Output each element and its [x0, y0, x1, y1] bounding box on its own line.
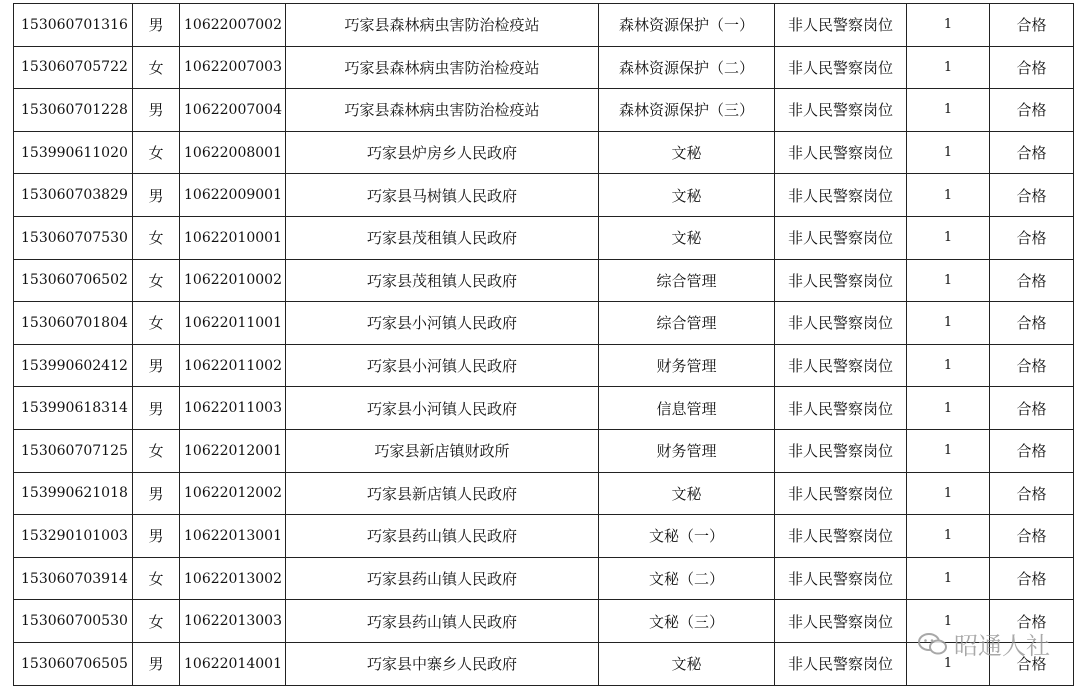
- result-cell: 合格: [990, 89, 1074, 132]
- position-type-cell: 非人民警察岗位: [775, 302, 907, 345]
- exam-id-cell: 153060703914: [14, 557, 133, 600]
- employer-cell: 巧家县药山镇人民政府: [286, 515, 599, 558]
- hire-count-cell: 1: [907, 89, 990, 132]
- table-row: [14, 600, 1074, 643]
- employer-cell: 巧家县药山镇人民政府: [286, 557, 599, 600]
- result-cell: 合格: [990, 174, 1074, 217]
- position-code-cell: 10622009001: [180, 174, 286, 217]
- position-type-cell: 非人民警察岗位: [775, 642, 907, 685]
- hire-count-cell: 1: [907, 4, 990, 47]
- result-cell: 合格: [990, 387, 1074, 430]
- position-type-cell: 非人民警察岗位: [775, 4, 907, 47]
- table-body: [14, 4, 1074, 686]
- position-name-cell: 文秘（三）: [599, 600, 775, 643]
- table-row: [14, 344, 1074, 387]
- result-cell: 合格: [990, 472, 1074, 515]
- hire-count-cell: 1: [907, 600, 990, 643]
- result-cell: 合格: [990, 216, 1074, 259]
- gender-cell: 女: [133, 429, 180, 472]
- position-code-cell: 10622011002: [180, 344, 286, 387]
- position-type-cell: 非人民警察岗位: [775, 174, 907, 217]
- exam-id-cell: 153060707530: [14, 216, 133, 259]
- exam-id-cell: 153060701316: [14, 4, 133, 47]
- employer-cell: 巧家县茂租镇人民政府: [286, 216, 599, 259]
- position-name-cell: 文秘: [599, 642, 775, 685]
- result-cell: 合格: [990, 557, 1074, 600]
- position-type-cell: 非人民警察岗位: [775, 600, 907, 643]
- position-type-cell: 非人民警察岗位: [775, 387, 907, 430]
- position-type-cell: 非人民警察岗位: [775, 344, 907, 387]
- gender-cell: 女: [133, 259, 180, 302]
- position-name-cell: 综合管理: [599, 259, 775, 302]
- gender-cell: 女: [133, 216, 180, 259]
- gender-cell: 男: [133, 89, 180, 132]
- position-code-cell: 10622008001: [180, 131, 286, 174]
- table-row: [14, 557, 1074, 600]
- gender-cell: 男: [133, 387, 180, 430]
- position-code-cell: 10622013002: [180, 557, 286, 600]
- watermark-text: 昭通人社: [954, 632, 1050, 660]
- employer-cell: 巧家县森林病虫害防治检疫站: [286, 89, 599, 132]
- table-row: [14, 472, 1074, 515]
- exam-id-cell: 153990618314: [14, 387, 133, 430]
- exam-id-cell: 153990602412: [14, 344, 133, 387]
- hire-count-cell: 1: [907, 131, 990, 174]
- position-code-cell: 10622013001: [180, 515, 286, 558]
- position-name-cell: 文秘（一）: [599, 515, 775, 558]
- employer-cell: 巧家县小河镇人民政府: [286, 344, 599, 387]
- hire-count-cell: 1: [907, 174, 990, 217]
- position-name-cell: 森林资源保护（三）: [599, 89, 775, 132]
- result-cell: 合格: [990, 344, 1074, 387]
- gender-cell: 女: [133, 600, 180, 643]
- position-code-cell: 10622014001: [180, 642, 286, 685]
- hire-count-cell: 1: [907, 515, 990, 558]
- position-name-cell: 文秘: [599, 216, 775, 259]
- table-row: [14, 429, 1074, 472]
- employer-cell: 巧家县马树镇人民政府: [286, 174, 599, 217]
- position-name-cell: 财务管理: [599, 344, 775, 387]
- exam-id-cell: 153060706505: [14, 642, 133, 685]
- position-name-cell: 综合管理: [599, 302, 775, 345]
- table-row: [14, 387, 1074, 430]
- position-code-cell: 10622007003: [180, 46, 286, 89]
- exam-id-cell: 153060705722: [14, 46, 133, 89]
- employer-cell: 巧家县新店镇财政所: [286, 429, 599, 472]
- position-name-cell: 文秘（二）: [599, 557, 775, 600]
- result-cell: 合格: [990, 4, 1074, 47]
- gender-cell: 女: [133, 302, 180, 345]
- employer-cell: 巧家县小河镇人民政府: [286, 387, 599, 430]
- position-type-cell: 非人民警察岗位: [775, 429, 907, 472]
- result-cell: 合格: [990, 600, 1074, 643]
- hire-count-cell: 1: [907, 557, 990, 600]
- table-row: [14, 174, 1074, 217]
- position-type-cell: 非人民警察岗位: [775, 131, 907, 174]
- position-type-cell: 非人民警察岗位: [775, 557, 907, 600]
- result-cell: 合格: [990, 131, 1074, 174]
- hire-count-cell: 1: [907, 429, 990, 472]
- hire-count-cell: 1: [907, 642, 990, 685]
- gender-cell: 男: [133, 642, 180, 685]
- exam-id-cell: 153060703829: [14, 174, 133, 217]
- result-cell: 合格: [990, 429, 1074, 472]
- results-table: [13, 3, 1074, 686]
- gender-cell: 男: [133, 174, 180, 217]
- position-type-cell: 非人民警察岗位: [775, 472, 907, 515]
- exam-id-cell: 153990611020: [14, 131, 133, 174]
- result-cell: 合格: [990, 642, 1074, 685]
- hire-count-cell: 1: [907, 387, 990, 430]
- hire-count-cell: 1: [907, 302, 990, 345]
- result-cell: 合格: [990, 259, 1074, 302]
- employer-cell: 巧家县中寨乡人民政府: [286, 642, 599, 685]
- position-name-cell: 森林资源保护（一）: [599, 4, 775, 47]
- gender-cell: 男: [133, 472, 180, 515]
- position-code-cell: 10622010001: [180, 216, 286, 259]
- position-type-cell: 非人民警察岗位: [775, 515, 907, 558]
- position-type-cell: 非人民警察岗位: [775, 89, 907, 132]
- exam-id-cell: 153060706502: [14, 259, 133, 302]
- position-code-cell: 10622011003: [180, 387, 286, 430]
- employer-cell: 巧家县药山镇人民政府: [286, 600, 599, 643]
- gender-cell: 男: [133, 4, 180, 47]
- table-row: [14, 131, 1074, 174]
- table-row: [14, 515, 1074, 558]
- position-type-cell: 非人民警察岗位: [775, 259, 907, 302]
- result-cell: 合格: [990, 515, 1074, 558]
- table-row: [14, 89, 1074, 132]
- hire-count-cell: 1: [907, 46, 990, 89]
- position-code-cell: 10622011001: [180, 302, 286, 345]
- exam-id-cell: 153990621018: [14, 472, 133, 515]
- gender-cell: 女: [133, 131, 180, 174]
- position-name-cell: 信息管理: [599, 387, 775, 430]
- hire-count-cell: 1: [907, 472, 990, 515]
- hire-count-cell: 1: [907, 259, 990, 302]
- hire-count-cell: 1: [907, 344, 990, 387]
- hire-count-cell: 1: [907, 216, 990, 259]
- gender-cell: 女: [133, 46, 180, 89]
- position-code-cell: 10622012002: [180, 472, 286, 515]
- position-name-cell: 财务管理: [599, 429, 775, 472]
- employer-cell: 巧家县茂租镇人民政府: [286, 259, 599, 302]
- position-type-cell: 非人民警察岗位: [775, 46, 907, 89]
- position-name-cell: 文秘: [599, 472, 775, 515]
- employer-cell: 巧家县新店镇人民政府: [286, 472, 599, 515]
- table-row: [14, 4, 1074, 47]
- table-row: [14, 46, 1074, 89]
- employer-cell: 巧家县森林病虫害防治检疫站: [286, 4, 599, 47]
- exam-id-cell: 153060701228: [14, 89, 133, 132]
- position-code-cell: 10622007002: [180, 4, 286, 47]
- position-code-cell: 10622013003: [180, 600, 286, 643]
- position-code-cell: 10622007004: [180, 89, 286, 132]
- gender-cell: 女: [133, 557, 180, 600]
- position-name-cell: 文秘: [599, 131, 775, 174]
- gender-cell: 男: [133, 515, 180, 558]
- table-row: [14, 302, 1074, 345]
- position-name-cell: 文秘: [599, 174, 775, 217]
- exam-id-cell: 153060707125: [14, 429, 133, 472]
- table-row: [14, 216, 1074, 259]
- position-code-cell: 10622012001: [180, 429, 286, 472]
- employer-cell: 巧家县小河镇人民政府: [286, 302, 599, 345]
- exam-id-cell: 153060700530: [14, 600, 133, 643]
- position-name-cell: 森林资源保护（二）: [599, 46, 775, 89]
- result-cell: 合格: [990, 46, 1074, 89]
- position-code-cell: 10622010002: [180, 259, 286, 302]
- gender-cell: 男: [133, 344, 180, 387]
- employer-cell: 巧家县炉房乡人民政府: [286, 131, 599, 174]
- exam-id-cell: 153060701804: [14, 302, 133, 345]
- table-row: [14, 642, 1074, 685]
- employer-cell: 巧家县森林病虫害防治检疫站: [286, 46, 599, 89]
- result-cell: 合格: [990, 302, 1074, 345]
- exam-id-cell: 153290101003: [14, 515, 133, 558]
- table-row: [14, 259, 1074, 302]
- position-type-cell: 非人民警察岗位: [775, 216, 907, 259]
